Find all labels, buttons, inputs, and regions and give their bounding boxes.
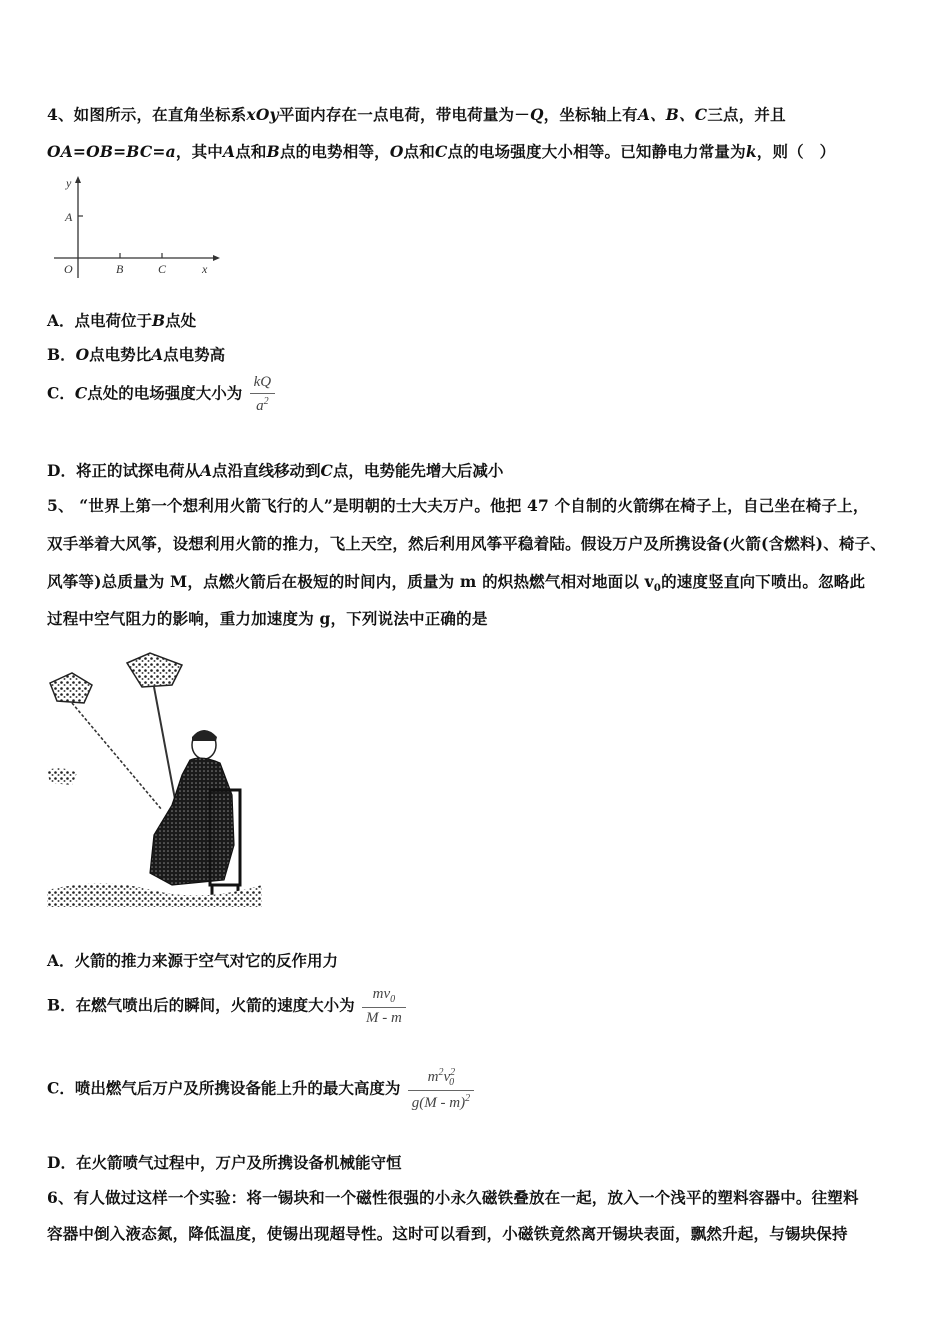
person-hat bbox=[192, 730, 217, 741]
q5-text: 风筝等)总质量为 M，点燃火箭后在极短的时间内，质量为 m 的炽热燃气相对地面以 v bbox=[47, 572, 654, 591]
option-text: D．将正的试探电荷从 bbox=[47, 461, 200, 480]
num-sub: 0 bbox=[390, 994, 396, 1005]
option-text: B．在燃气喷出后的瞬间，火箭的速度大小为 bbox=[47, 995, 355, 1015]
option-text: 点电势高 bbox=[163, 345, 226, 364]
q4-stem-line2 bbox=[47, 140, 835, 162]
q5-stem-line3 bbox=[47, 570, 865, 594]
option-text: C．喷出燃气后万户及所携设备能上升的最大高度为 bbox=[47, 1078, 401, 1098]
q4-var: O bbox=[389, 142, 404, 161]
option-text: C． bbox=[47, 383, 75, 403]
bush bbox=[47, 768, 77, 785]
q4-var: k bbox=[745, 142, 757, 161]
q4-text: 点和 bbox=[403, 142, 435, 161]
fraction-mv0-over-m-minus-m bbox=[362, 986, 406, 1027]
num-m: m bbox=[427, 1069, 439, 1085]
num-m-exp: 2 bbox=[438, 1067, 444, 1078]
q4-text: ，则（ ） bbox=[756, 142, 836, 161]
q5-option-c[interactable] bbox=[47, 1067, 474, 1112]
option-var: C bbox=[74, 383, 88, 403]
option-var: A bbox=[199, 461, 212, 480]
option-text: 点处 bbox=[165, 311, 197, 330]
den-text: g(M - m) bbox=[411, 1095, 466, 1111]
fraction-max-height bbox=[408, 1067, 474, 1112]
num-text: mv bbox=[372, 986, 391, 1002]
fraction-numerator bbox=[408, 1067, 474, 1091]
fraction-denominator bbox=[250, 394, 276, 415]
option-text: 点，电势能先增大后减小 bbox=[332, 461, 504, 480]
q5-option-b[interactable] bbox=[47, 986, 406, 1027]
q4-option-d[interactable] bbox=[47, 459, 503, 481]
q4-var: B bbox=[266, 142, 280, 161]
q4-var-points: A、B、C bbox=[637, 105, 708, 124]
q4-equation: OA=OB=BC=a bbox=[47, 142, 176, 161]
fraction-numerator bbox=[362, 986, 406, 1008]
q5-option-a[interactable]: A．火箭的推力来源于空气对它的反作用力 bbox=[47, 951, 339, 970]
option-var: O bbox=[75, 345, 90, 364]
q4-text: ，其中 bbox=[175, 142, 223, 161]
x-arrow bbox=[213, 255, 220, 261]
q6-stem-line2: 容器中倒入液态氮，降低温度，使锡出现超导性。这时可以看到，小磁铁竟然离开锡块表面，飘然升起，与锡块保持 bbox=[47, 1224, 848, 1243]
q4-text: 三点，并且 bbox=[707, 105, 786, 124]
fraction-denominator bbox=[408, 1091, 474, 1112]
q4-coordinate-figure bbox=[50, 170, 225, 282]
option-var: B bbox=[152, 311, 166, 330]
q5-sub: 0 bbox=[653, 583, 662, 595]
num-v-exp: 2 bbox=[450, 1067, 456, 1078]
y-arrow bbox=[75, 176, 81, 183]
label-x: x bbox=[202, 262, 208, 276]
label-o: O bbox=[64, 262, 73, 276]
den-a: a bbox=[256, 398, 264, 414]
den-exp: 2 bbox=[465, 1093, 471, 1104]
q4-text: 平面内存在一点电荷，带电荷量为－ bbox=[278, 105, 530, 124]
num-v-sub: 0 bbox=[449, 1077, 455, 1088]
option-text: 点沿直线移动到 bbox=[211, 461, 321, 480]
option-text: 点处的电场强度大小为 bbox=[87, 383, 243, 403]
fraction-denominator: M - m bbox=[366, 1010, 402, 1026]
q4-var: C bbox=[434, 142, 448, 161]
q5-stem-line2: 双手举着大风筝，设想利用火箭的推力，飞上天空，然后利用风筝平稳着陆。假设万户及所携设备(火箭(含燃料)、椅子、 bbox=[47, 534, 887, 553]
option-var: C bbox=[320, 461, 333, 480]
ground bbox=[47, 884, 262, 908]
label-y: y bbox=[66, 176, 72, 190]
label-a: A bbox=[65, 210, 73, 224]
kite-icon bbox=[127, 653, 182, 687]
fraction-numerator: kQ bbox=[250, 374, 276, 394]
option-text: 点电势比 bbox=[89, 345, 152, 364]
q4-text: ，坐标轴上有 bbox=[543, 105, 638, 124]
q4-var-xoy: xOy bbox=[246, 105, 279, 124]
den-exp: 2 bbox=[263, 396, 269, 407]
q4-text: 点和 bbox=[235, 142, 267, 161]
kite-icon bbox=[50, 673, 92, 703]
q5-stem-line4: 过程中空气阻力的影响，重力加速度为 g，下列说法中正确的是 bbox=[47, 609, 488, 628]
q4-text: 4、如图所示，在直角坐标系 bbox=[47, 105, 247, 124]
q4-option-a[interactable] bbox=[47, 309, 196, 331]
fraction-kq-a2 bbox=[250, 374, 276, 415]
q4-var: A bbox=[222, 142, 236, 161]
q4-var-q: Q bbox=[529, 105, 544, 124]
q4-option-c[interactable] bbox=[47, 374, 275, 415]
q4-text: 点的电场强度大小相等。已知静电力常量为 bbox=[447, 142, 746, 161]
q4-text: 点的电势相等， bbox=[279, 142, 390, 161]
q5-option-d[interactable]: D．在火箭喷气过程中，万户及所携设备机械能守恒 bbox=[47, 1153, 402, 1172]
q6-stem-line1: 6、有人做过这样一个实验：将一锡块和一个磁性很强的小永久磁铁叠放在一起，放入一个浅平的塑料容器中。往塑料 bbox=[47, 1188, 859, 1207]
wanhu-illustration bbox=[42, 645, 267, 913]
option-text: A．点电荷位于 bbox=[47, 311, 153, 330]
kite-string bbox=[72, 703, 162, 810]
label-b: B bbox=[116, 262, 124, 276]
q4-option-b[interactable] bbox=[47, 343, 225, 365]
q5-stem-line1: 5、 “世界上第一个想利用火箭飞行的人”是明朝的士大夫万户。他把 47 个自制的火箭绑在椅子上，自己坐在椅子上， bbox=[47, 496, 869, 515]
num-v: v bbox=[443, 1069, 451, 1085]
option-text: B． bbox=[47, 345, 76, 364]
q5-text: 的速度竖直向下喷出。忽略此 bbox=[661, 572, 866, 591]
option-var: A bbox=[151, 345, 164, 364]
q4-stem-line1 bbox=[47, 103, 786, 125]
label-c: C bbox=[158, 262, 167, 276]
person-body bbox=[150, 758, 234, 885]
kite-string bbox=[154, 687, 177, 810]
